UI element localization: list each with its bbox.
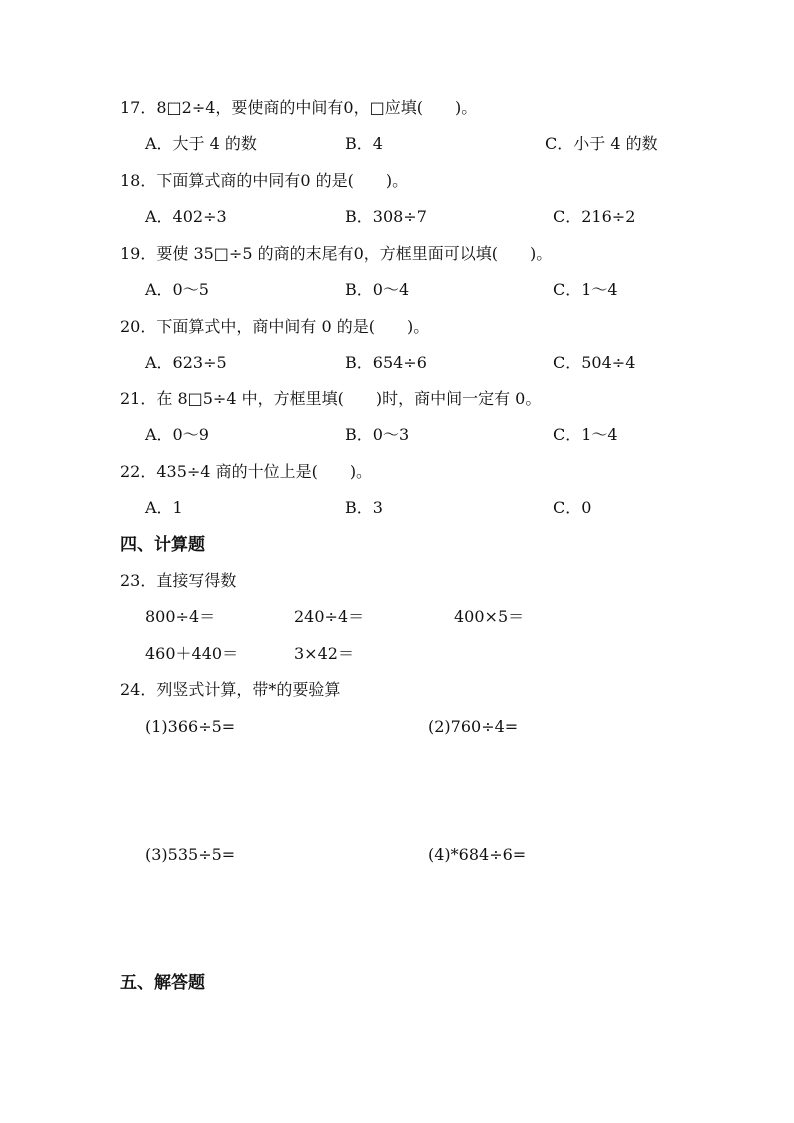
question-23-item-2: 240÷4＝	[294, 607, 365, 626]
question-23-item-1: 800÷4＝	[145, 607, 216, 626]
question-23-item-5: 3×42＝	[294, 644, 354, 663]
question-19-option-b: B．0～4	[345, 280, 410, 299]
question-24-item-1: (1)366÷5=	[145, 717, 236, 736]
question-22-option-c: C．0	[553, 498, 592, 517]
question-17-option-b: B．4	[345, 134, 383, 153]
question-20-option-a: A．623÷5	[145, 353, 227, 372]
section-5-title: 五、解答题	[120, 973, 205, 993]
question-21-option-c: C．1～4	[553, 425, 618, 444]
question-20-option-b: B．654÷6	[345, 353, 427, 372]
question-21-option-b: B．0～3	[345, 425, 410, 444]
section-4-title: 四、计算题	[120, 535, 205, 555]
question-17-stem: 17．8□2÷4，要使商的中间有0，□应填( )。	[120, 98, 478, 117]
question-24-item-3: (3)535÷5=	[145, 845, 236, 864]
question-18-option-c: C．216÷2	[553, 207, 636, 226]
question-22-option-a: A．1	[145, 498, 183, 517]
question-20-option-c: C．504÷4	[553, 353, 636, 372]
question-19-stem: 19．要使 35□÷5 的商的末尾有0，方框里面可以填( )。	[120, 244, 553, 263]
question-22-option-b: B．3	[345, 498, 383, 517]
question-17-option-a: A．大于 4 的数	[145, 134, 257, 153]
question-24-stem: 24．列竖式计算，带*的要验算	[120, 680, 341, 699]
question-18-option-b: B．308÷7	[345, 207, 427, 226]
question-17-option-c: C．小于 4 的数	[545, 134, 658, 153]
question-24-item-2: (2)760÷4=	[428, 717, 519, 736]
question-24-item-4: (4)*684÷6=	[428, 845, 527, 864]
question-21-option-a: A．0～9	[145, 425, 209, 444]
question-21-stem: 21．在 8□5÷4 中，方框里填( )时，商中间一定有 0。	[120, 389, 542, 408]
question-19-option-a: A．0～5	[145, 280, 209, 299]
question-19-option-c: C．1～4	[553, 280, 618, 299]
question-20-stem: 20．下面算式中，商中间有 0 的是( )。	[120, 317, 430, 336]
question-23-stem: 23．直接写得数	[120, 571, 237, 590]
question-23-item-4: 460＋440＝	[145, 644, 239, 663]
question-22-stem: 22．435÷4 商的十位上是( )。	[120, 462, 373, 481]
question-18-stem: 18．下面算式商的中同有0 的是( )。	[120, 171, 409, 190]
question-18-option-a: A．402÷3	[145, 207, 227, 226]
question-23-item-3: 400×5＝	[454, 607, 525, 626]
